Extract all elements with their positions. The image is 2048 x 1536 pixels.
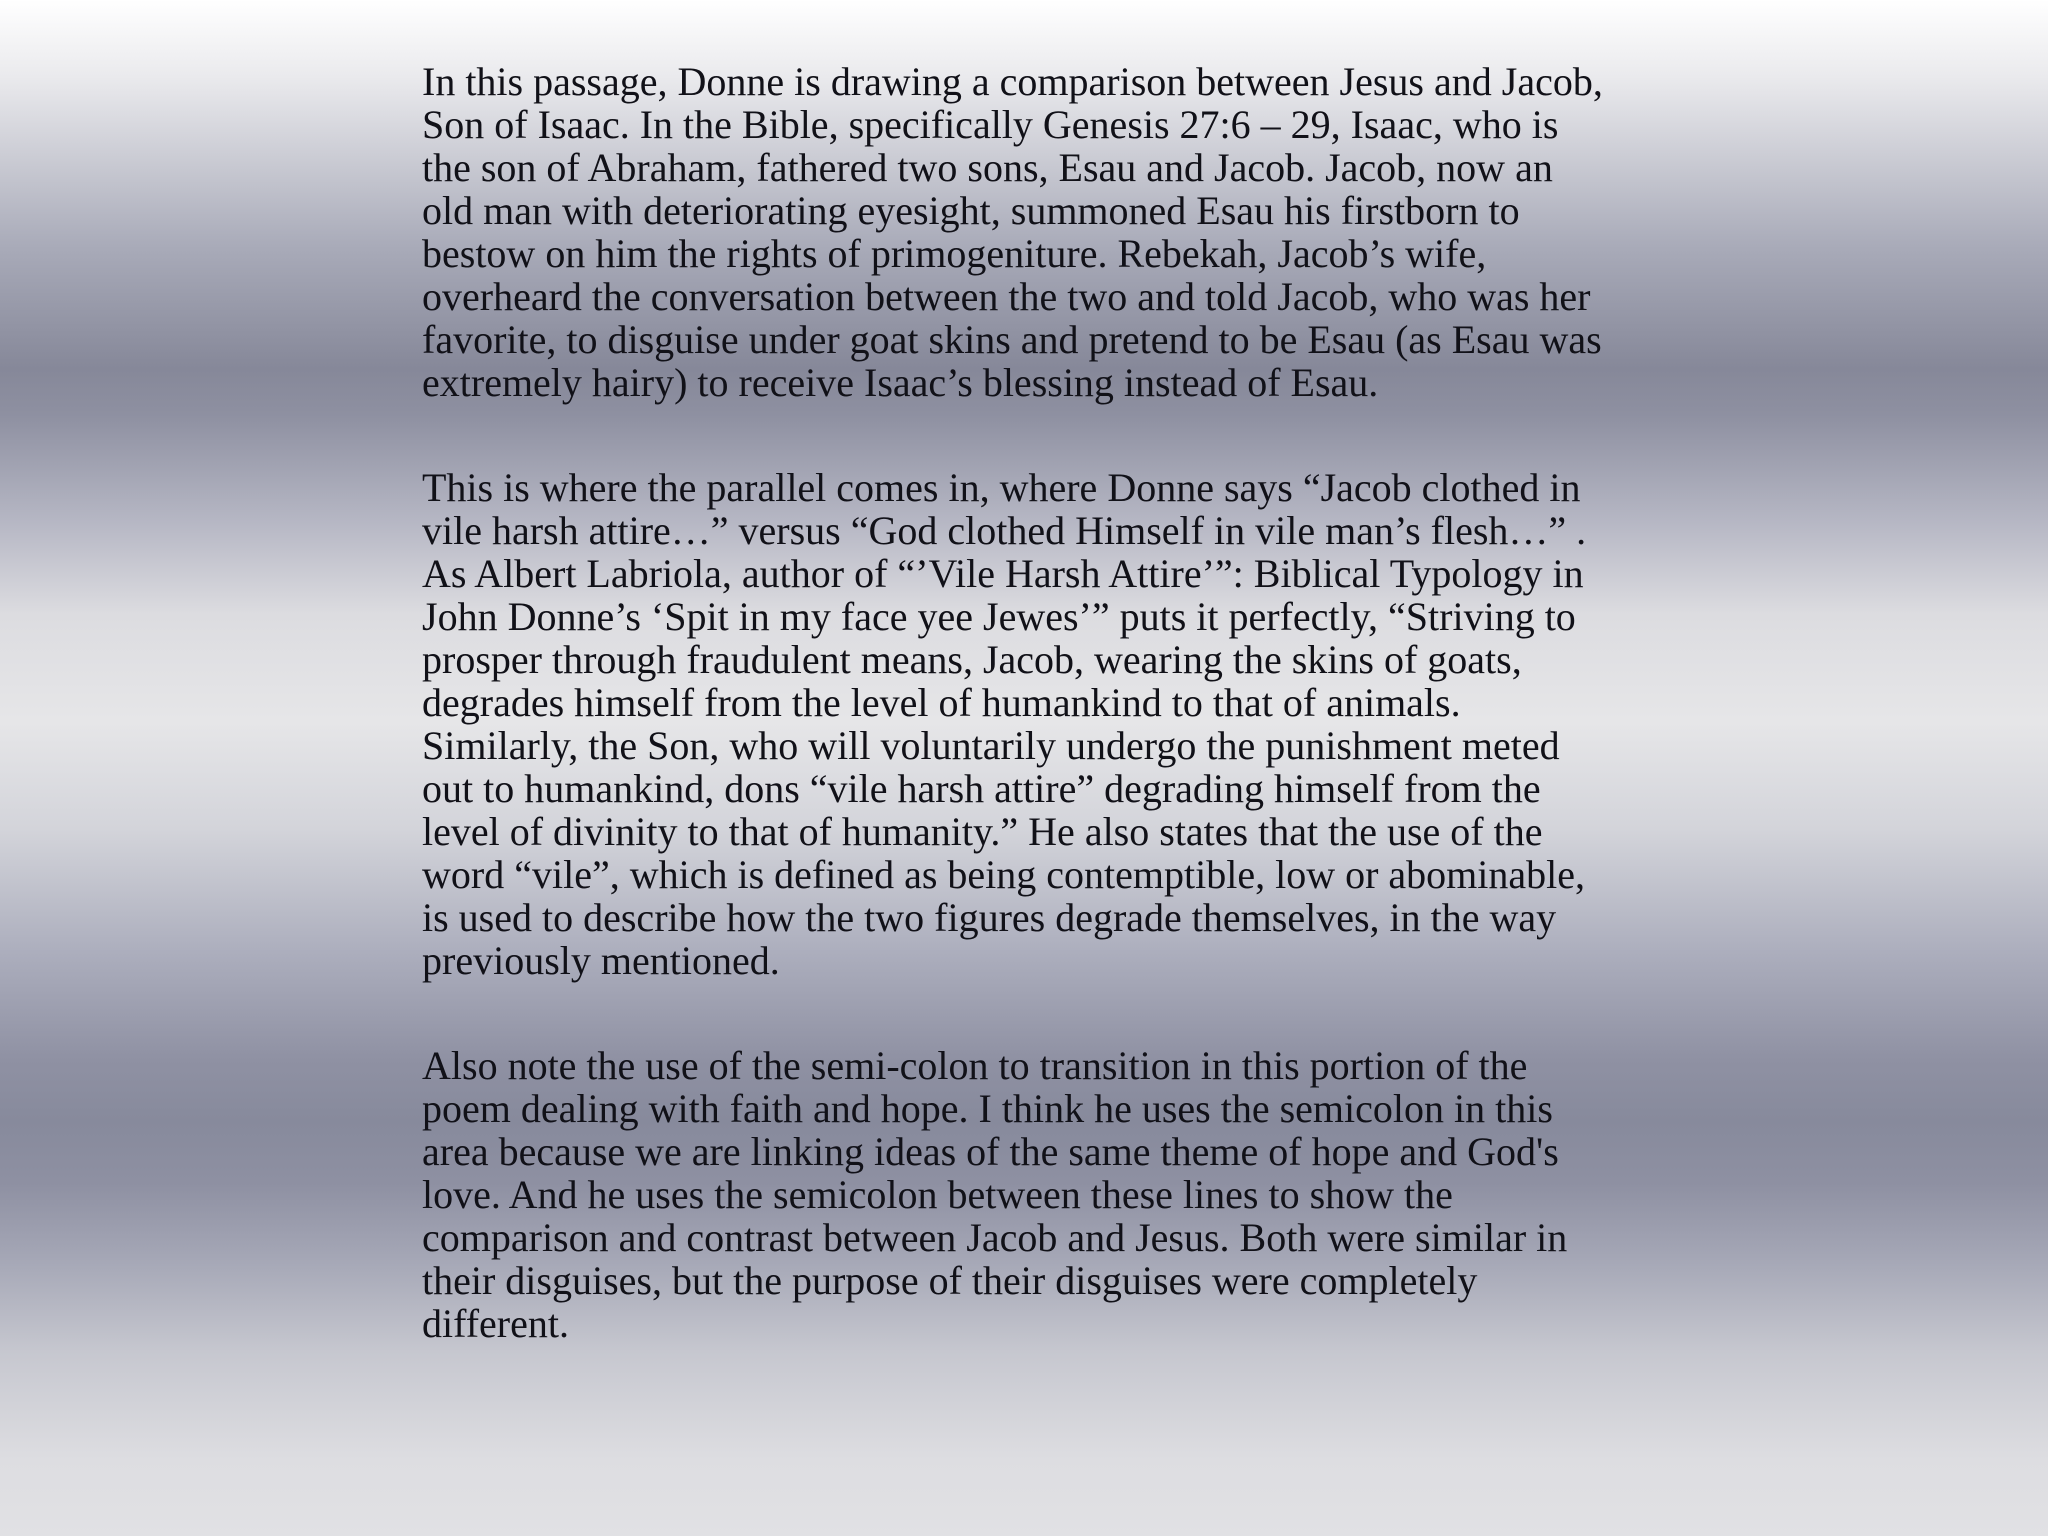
slide-text-body	[422, 60, 1652, 1345]
paragraph-jacob-background: In this passage, Donne is drawing a comparison between Jesus and Jacob, Son of Isaac. In the Bible, specifically Genesis 27:6 – 29, Isaac, who is the son of Abraham, fathered two sons, Esau and Jacob. Jacob, now an old man with deteriorating eyesight, summoned Esau his firstborn to bestow on him the rights of primogeniture. Rebekah, Jacob’s wife, overheard the conversation between the two and told Jacob, who was her favorite, to disguise under goat skins and pretend to be Esau (as Esau was extremely hairy) to receive Isaac’s blessing instead of Esau.	[422, 59, 1603, 405]
paragraph-parallel-analysis: This is where the parallel comes in, where Donne says “Jacob clothed in vile harsh attire…” versus “God clothed Himself in vile man’s flesh…” . As Albert Labriola, author of “’Vile Harsh Attire’”: Biblical Typology in John Donne’s ‘Spit in my face yee Jewes’” puts it perfectly, “Striving to prosper through fraudulent means, Jacob, wearing the skins of goats, degrades himself from the level of humankind to that of animals. Similarly, the Son, who will voluntarily undergo the punishment meted out to humankind, dons “vile harsh attire” degrading himself from the level of divinity to that of humanity.” He also states that the use of the word “vile”, which is defined as being contemptible, low or abominable, is used to describe how the two figures degrade themselves, in the way previously mentioned.	[422, 465, 1587, 983]
paragraph-semicolon-note: Also note the use of the semi-colon to transition in this portion of the poem dealing with faith and hope. I think he uses the semicolon in this area because we are linking ideas of the same theme of hope and God's love. And he uses the semicolon between these lines to show the comparison and contrast between Jacob and Jesus. Both were similar in their disguises, but the purpose of their disguises were completely different.	[422, 1043, 1568, 1346]
